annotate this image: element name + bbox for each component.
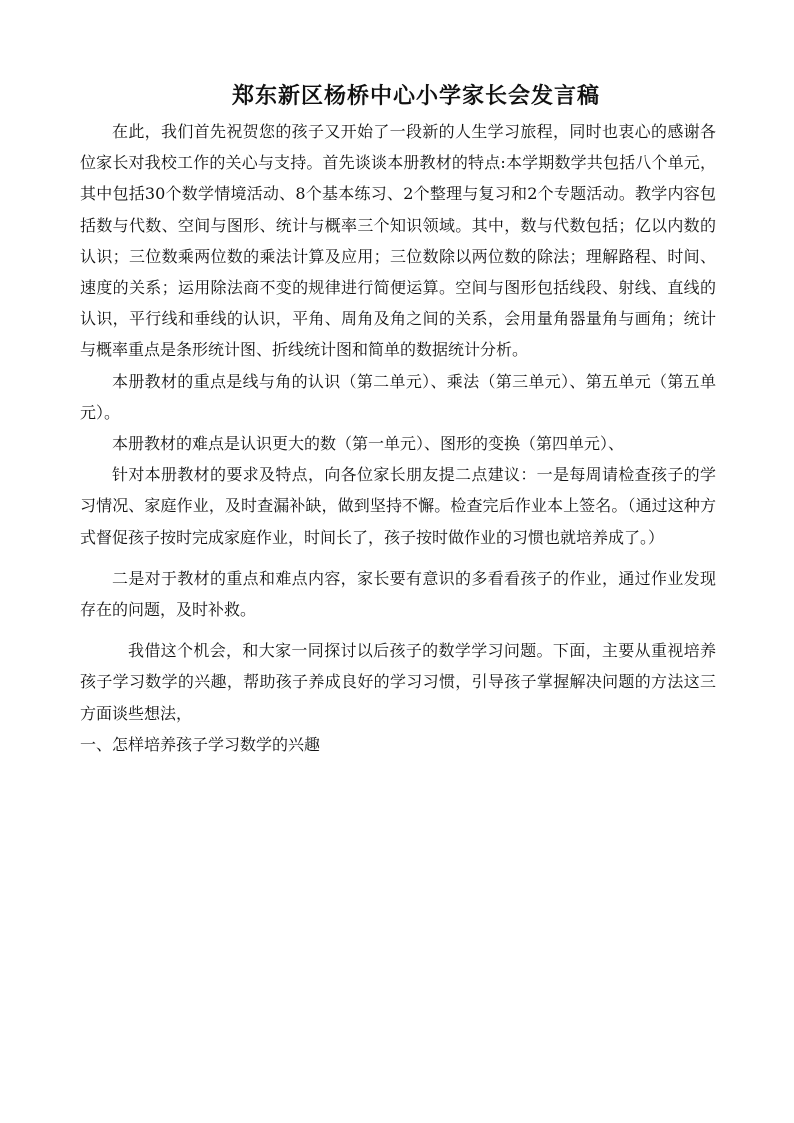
- paragraph-gap: [80, 625, 716, 635]
- paragraph-suggestion-two: 二是对于教材的重点和难点内容，家长要有意识的多看看孩子的作业，通过作业发现存在的问题，及时补救。: [80, 568, 716, 620]
- document-page: [80, 78, 716, 760]
- paragraph-suggestion-one: 针对本册教材的要求及特点，向各位家长朋友提二点建议：一是每周请检查孩子的学习情况、家庭作业，及时查漏补缺，做到坚持不懈。检查完后作业本上签名。（通过这种方式督促孩子按时完成家庭作业，时间长了，孩子按时做作业的习惯也就培养成了。）: [80, 465, 716, 547]
- paragraph-gap: [80, 553, 716, 563]
- paragraph-intro: 在此，我们首先祝贺您的孩子又开始了一段新的人生学习旅程，同时也衷心的感谢各位家长对我校工作的关心与支持。首先谈谈本册教材的特点:本学期数学共包括八个单元，其中包括30个数学情境活动、8个基本练习、2个整理与复习和2个专题活动。教学内容包括数与代数、空间与图形、统计与概率三个知识领域。其中，数与代数包括；亿以内数的认识；三位数乘两位数的乘法计算及应用；三位数除以两位数的除法；理解路程、时间、速度的关系；运用除法商不变的规律进行简便运算。空间与图形包括线段、射线、直线的认识，平行线和垂线的认识，平角、周角及角之间的关系，会用量角器量角与画角；统计与概率重点是条形统计图、折线统计图和简单的数据统计分析。: [80, 122, 716, 360]
- paragraph-difficult-points: 本册教材的难点是认识更大的数（第一单元）、图形的变换（第四单元）、: [112, 434, 625, 454]
- section-heading-interest: 一、怎样培养孩子学习数学的兴趣: [80, 734, 321, 754]
- document-title: 郑东新区杨桥中心小学家长会发言稿: [231, 83, 600, 109]
- paragraph-discussion: 我借这个机会，和大家一同探讨以后孩子的数学学习问题。下面，主要从重视培养孩子学习数学的兴趣，帮助孩子养成良好的学习习惯，引导孩子掌握解决问题的方法这三方面谈些想法，: [80, 641, 716, 723]
- paragraph-key-points: 本册教材的重点是线与角的认识（第二单元）、乘法（第三单元）、第五单元（第五单元）。: [80, 371, 716, 422]
